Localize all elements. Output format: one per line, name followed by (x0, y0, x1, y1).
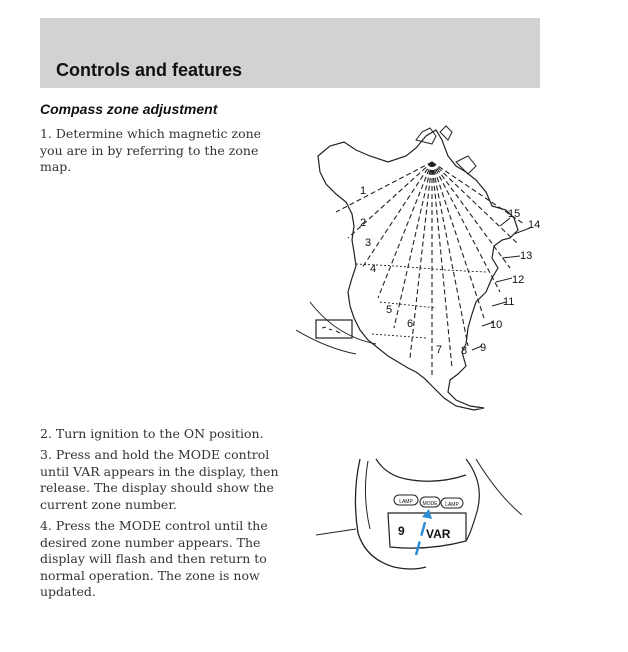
console-top-curve (376, 459, 466, 481)
border-lines (356, 264, 486, 338)
zone-label-7: 7 (436, 344, 443, 356)
lamp-right-label: LAMP (445, 502, 459, 508)
button-row (394, 495, 463, 508)
zone-labels (360, 185, 540, 357)
zone-map-figure (296, 122, 550, 414)
inset-box (316, 320, 352, 338)
zone-label-3: 3 (365, 237, 372, 249)
zone-label-8: 8 (461, 345, 468, 357)
step-3-text: 3. Press and hold the MODE control until VAR appears in the display, then release. The display should show the current zone number. (40, 447, 279, 512)
zone-label-14: 14 (528, 219, 541, 231)
arrow-head (422, 509, 432, 519)
mode-label: MODE (422, 501, 438, 507)
zone-label-12: 12 (512, 274, 525, 286)
console-right-outer (476, 459, 522, 515)
console-display-illustration (316, 455, 522, 583)
zone-label-15: 15 (508, 208, 521, 220)
zone-label-1: 1 (360, 185, 367, 197)
step-2-text: 2. Turn ignition to the ON position. (40, 426, 264, 441)
zone-label-6: 6 (407, 318, 414, 330)
step-1-text: 1. Determine which magnetic zone you are in by referring to the zone map. (40, 126, 262, 174)
zone-label-10: 10 (490, 319, 503, 331)
console-left-inner (365, 461, 370, 529)
zone-label-4: 4 (370, 263, 377, 275)
lamp-left-label: LAMP (399, 499, 413, 505)
zone-label-2: 2 (360, 217, 367, 229)
display-zone-number: 9 (398, 524, 405, 538)
zone-label-13: 13 (520, 250, 533, 262)
console-display-figure (316, 455, 522, 583)
page-title: Controls and features (56, 60, 243, 80)
zone-label-5: 5 (386, 304, 393, 316)
zone-label-11: 11 (503, 296, 515, 308)
zone-label-9: 9 (480, 342, 487, 354)
console-right-curve (466, 459, 479, 541)
display-readout: VAR (426, 527, 451, 541)
step-4-text: 4. Press the MODE control until the desired zone number appears. The display will flash and then return to normal operation. The zone is now updated. (40, 518, 268, 599)
console-left-line (316, 529, 356, 535)
zone-map-illustration (296, 122, 550, 414)
section-title: Compass zone adjustment (40, 101, 218, 117)
